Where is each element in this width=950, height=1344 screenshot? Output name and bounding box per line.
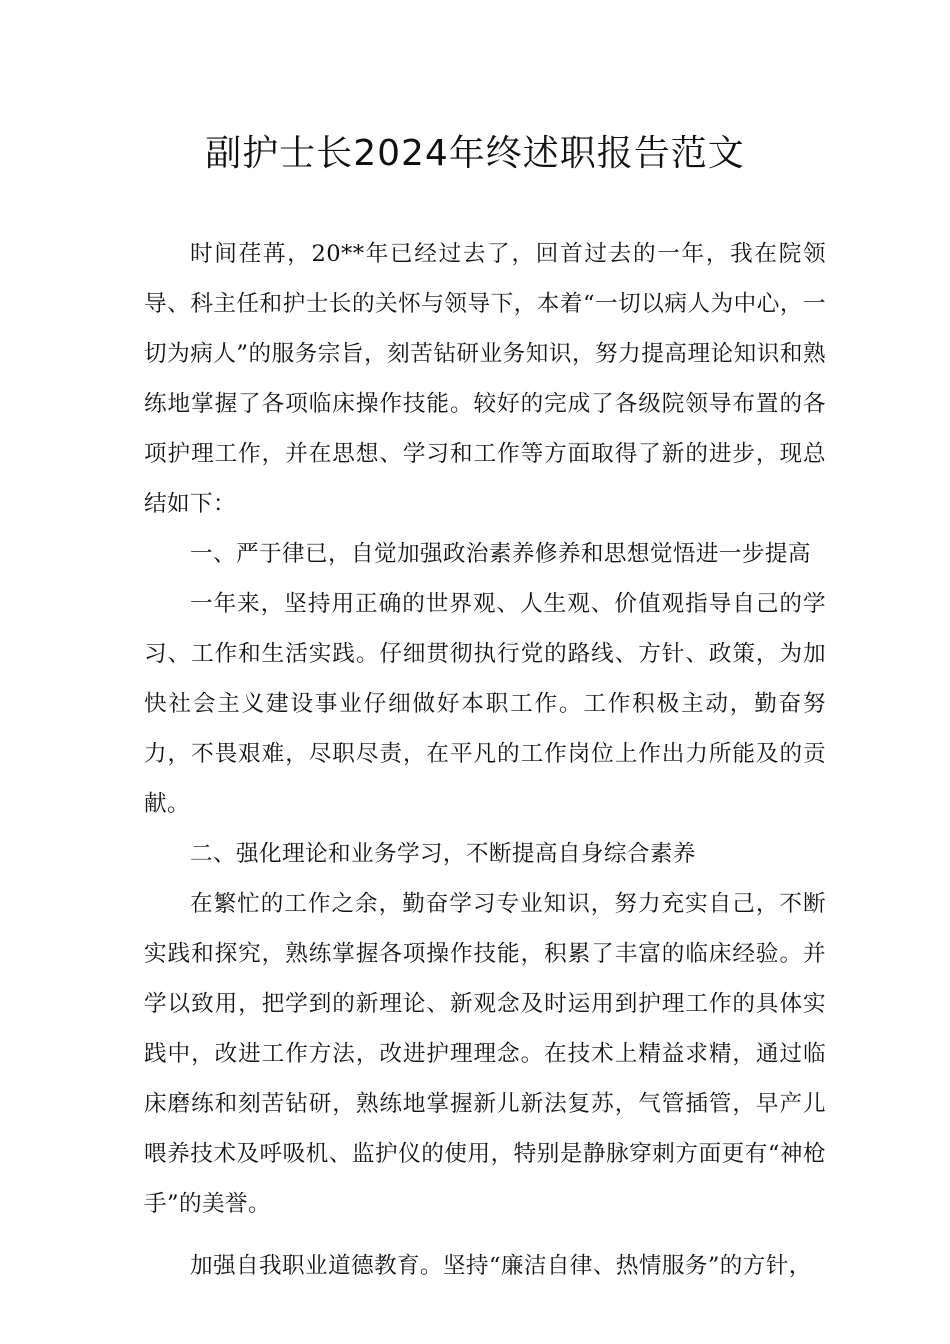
document-body — [144, 229, 826, 1291]
section-1-paragraph: 一年来，坚持用正确的世界观、人生观、价值观指导自己的学习、工作和生活实践。仔细贯彻执行党的路线、方针、政策，为加快社会主义建设事业仔细做好本职工作。工作积极主动，勤奋努力，不畏艰难，尽职尽责，在平凡的工作岗位上作出力所能及的贡献。 — [144, 591, 826, 817]
section-heading-2: 二、强化理论和业务学习，不断提高自身综合素养 — [190, 841, 696, 867]
ethics-paragraph: 加强自我职业道德教育。坚持“廉洁自律、热情服务”的方针， — [190, 1253, 812, 1279]
intro-paragraph: 时间荏苒，20**年已经过去了，回首过去的一年，我在院领导、科主任和护士长的关怀与领导下，本着“一切以病人为中心，一切为病人”的服务宗旨，刻苦钻研业务知识，努力提高理论知识和熟练地掌握了各项临床操作技能。较好的完成了各级院领导布置的各项护理工作，并在思想、学习和工作等方面取得了新的进步，现总结如下： — [144, 241, 826, 517]
document-title: 副护士长2024年终述职报告范文 — [205, 133, 745, 174]
section-2-paragraph: 在繁忙的工作之余，勤奋学习专业知识，努力充实自己，不断实践和探究，熟练掌握各项操作技能，积累了丰富的临床经验。并学以致用，把学到的新理论、新观念及时运用到护理工作的具体实践中，改进工作方法，改进护理理念。在技术上精益求精，通过临床磨练和刻苦钻研，熟练地掌握新儿新法复苏，气管插管，早产儿喂养技术及呼吸机、监护仪的使用，特别是静脉穿刺方面更有“神枪手”的美誉。 — [144, 891, 826, 1217]
section-heading-1: 一、严于律已，自觉加强政治素养修养和思想觉悟进一步提高 — [190, 541, 811, 567]
